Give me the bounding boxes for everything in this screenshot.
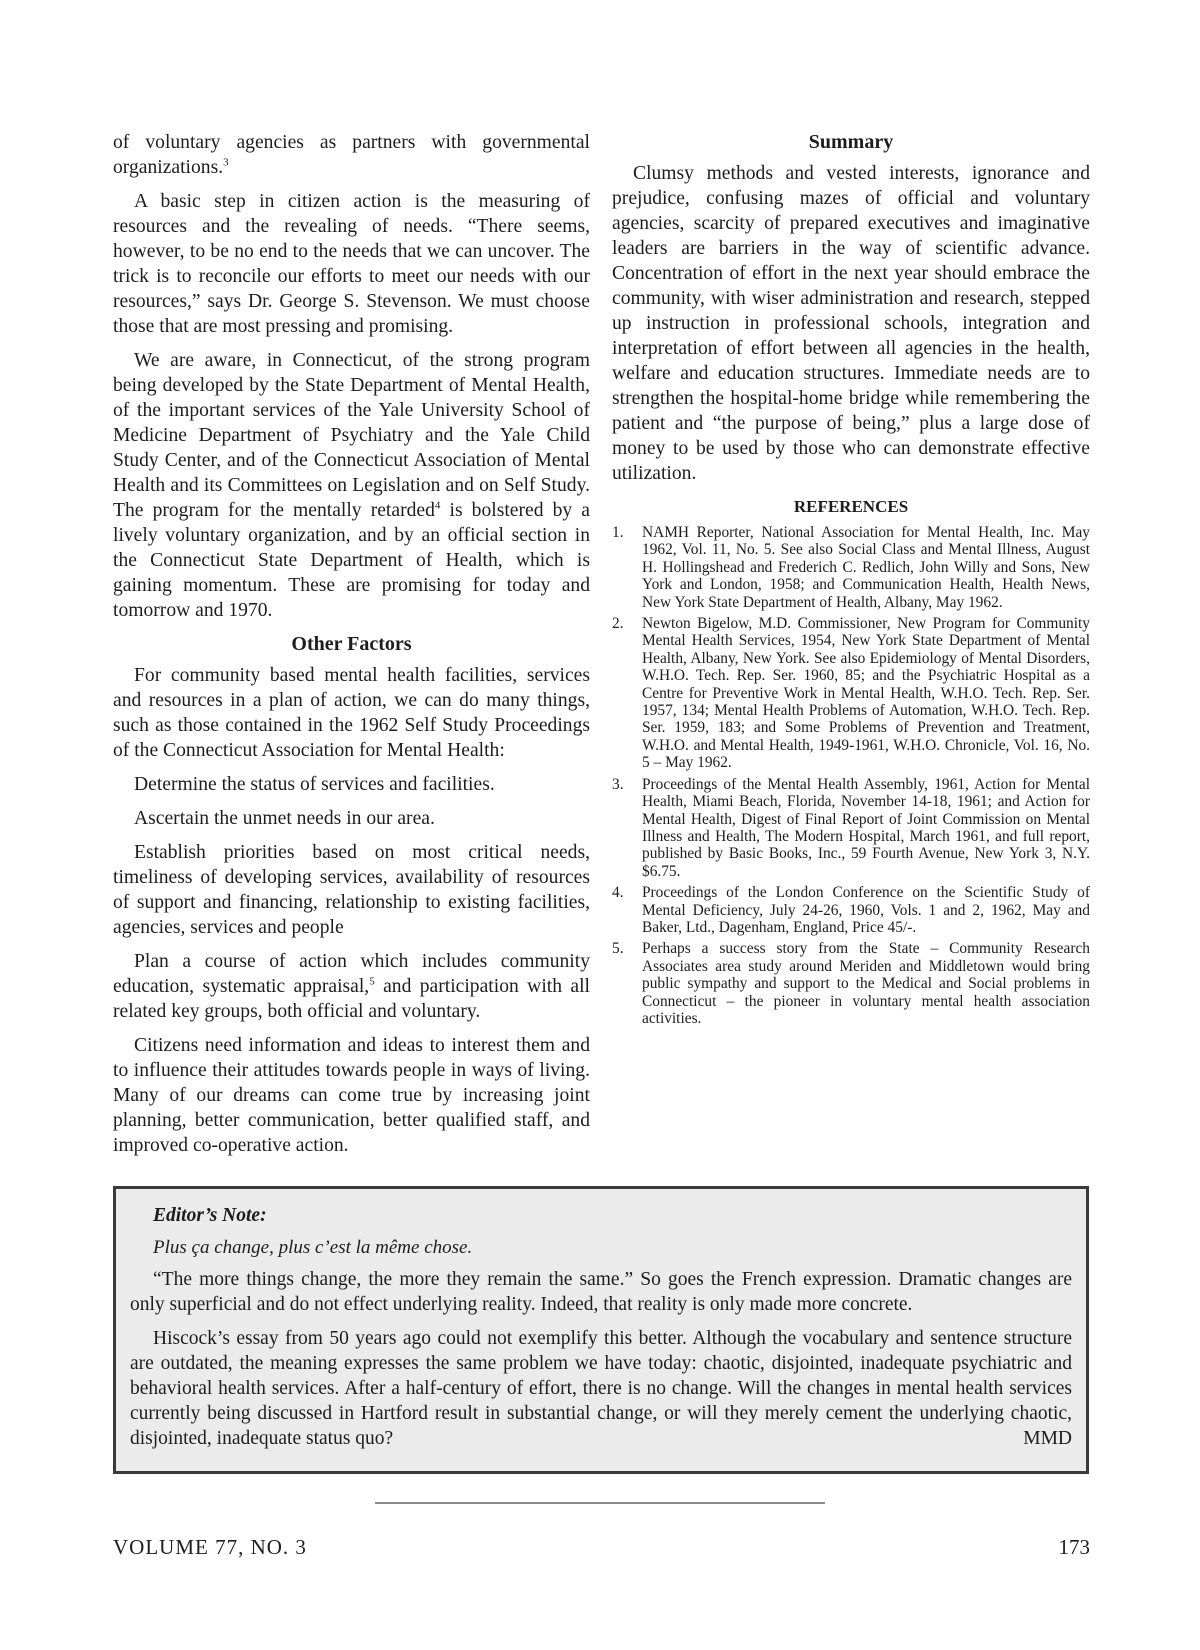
editors-note-title: Editor’s Note: bbox=[153, 1205, 267, 1226]
paragraph-determine-status: Determine the status of services and facilities. bbox=[134, 774, 495, 795]
references-heading: REFERENCES bbox=[793, 497, 909, 516]
reference-item bbox=[612, 615, 1090, 772]
reference-text: NAMH Reporter, National Association for Mental Health, Inc. May 1962, Vol. 11, No. 5. See also Social Class and Mental Illness, August H. Hollingshead and Frederich C. Redlich, John Willy and Sons, New York and London, 1958; and Communication Health, Health News, New York State Department of Health, Albany, May 1962. bbox=[642, 524, 1090, 611]
editors-note-signature: MMD bbox=[1023, 1428, 1072, 1449]
paragraph-voluntary-agencies bbox=[113, 130, 590, 180]
paragraph-text: and participation with all related key groups, both official and voluntary. bbox=[113, 976, 590, 1022]
footer-divider bbox=[375, 1502, 825, 1504]
reference-number: 3. bbox=[612, 775, 624, 793]
reference-text: Proceedings of the Mental Health Assembly, 1961, Action for Mental Health, Miami Beach, Florida, November 14-18, 1961; and Action for Mental Health, Digest of Final Report of Joint Commission on Mental Illness and Health, The Modern Hospital, March 1961, and full report, published by Basic Books, Inc., 59 Fourth Avenue, New York 3, N.Y. $6.75. bbox=[642, 775, 1090, 880]
page-number: 173 bbox=[1058, 1535, 1090, 1559]
reference-item bbox=[612, 524, 1090, 611]
reference-text: Newton Bigelow, M.D. Commissioner, New Program for Community Mental Health Services, 1954, New York State Department of Mental Health, Albany, New York. See also Epidemiology of Mental Disorders, W.H.O. Tech. Rep. Ser. 1960, 85; and the Psychiatric Hospital as a Centre for Preventive Work in Mental Health, W.H.O. Tech. Rep. Ser. 1957, 134; Mental Health Problems of Automation, W.H.O. Tech. Rep. Ser. 1959, 183; and Some Problems of Prevention and Treatment, W.H.O. and Mental Health, 1949-1961, W.H.O. Chronicle, Vol. 16, No. 5 – May 1962. bbox=[642, 615, 1090, 772]
paragraph-priorities: Establish priorities based on most critical needs, timeliness of developing services, availability of resources of support and financing, relationship to existing facilities, agencies, services and people bbox=[113, 842, 590, 938]
left-column bbox=[113, 130, 590, 1167]
reference-text: Perhaps a success story from the State – Community Research Associates area study around Meriden and Middletown would bring public sympathy and support to the Medical and Social problems in Connecticut – the pioneer in voluntary mental health association activities. bbox=[642, 940, 1090, 1027]
editors-note-text: Hiscock’s essay from 50 years ago could not exemplify this better. Although the vocabulary and sentence structure are outdated, the meaning expresses the same problem we have today: chaotic, disjointed, inadequate psychiatric and behavioral health services. After a half-century of effort, there is no change. Will the changes in mental health services currently being discussed in Hartford result in substantial change, or will they merely cement the underlying chaotic, disjointed, inadequate status quo? bbox=[130, 1328, 1072, 1449]
paragraph-summary: Clumsy methods and vested interests, ignorance and prejudice, confusing mazes of official and voluntary agencies, scarcity of prepared executives and imaginative leaders are barriers in the way of scientific advance. Concentration of effort in the next year should embrace the community, with wiser administration and research, stepped up instruction in professional schools, integration and interpretation of effort between all agencies in the health, welfare and education structures. Immediate needs are to strengthen the hospital-home bridge while remembering the patient and “the purpose of being,” plus a large dose of money to be used by those who can demonstrate effective utilization. bbox=[612, 163, 1090, 484]
right-column bbox=[612, 130, 1090, 1031]
footnote-ref-5: 5 bbox=[369, 975, 375, 988]
paragraph-plan-course bbox=[113, 949, 590, 1024]
editors-note-paragraph bbox=[130, 1326, 1072, 1451]
paragraph-text: of voluntary agencies as partners with governmental organizations. bbox=[113, 132, 590, 178]
editors-note-quote: Plus ça change, plus c’est la même chose. bbox=[153, 1237, 473, 1258]
reference-item bbox=[612, 776, 1090, 880]
editors-note-paragraph: “The more things change, the more they remain the same.” So goes the French expression. Dramatic changes are only superficial and do not effect underlying reality. Indeed, that reality is only made more concrete. bbox=[130, 1269, 1072, 1315]
paragraph-connecticut-programs bbox=[113, 348, 590, 623]
reference-number: 1. bbox=[612, 524, 624, 541]
reference-number: 4. bbox=[612, 884, 624, 902]
reference-item bbox=[612, 940, 1090, 1027]
editors-note-box bbox=[113, 1186, 1089, 1474]
reference-item bbox=[612, 884, 1090, 936]
paragraph-text: is bolstered by a lively voluntary organization, and by an official section in the Connecticut State Department of Health, which is gaining momentum. These are promising for today and tomorrow and 1970. bbox=[113, 500, 590, 621]
reference-text: Proceedings of the London Conference on the Scientific Study of Mental Deficiency, July 24-26, 1960, Vols. 1 and 2, 1962, May and Baker, Ltd., Dagenham, England, Price 45/-. bbox=[642, 884, 1090, 936]
paragraph-citizen-action: A basic step in citizen action is the measuring of resources and the revealing of needs. “There seems, however, to be no end to the needs that we can uncover. The trick is to reconcile our efforts to meet our needs with our resources,” says Dr. George S. Stevenson. We must choose those that are most pressing and promising. bbox=[113, 191, 590, 337]
reference-number: 5. bbox=[612, 940, 624, 958]
footnote-ref-4: 4 bbox=[434, 499, 441, 512]
references-list bbox=[612, 524, 1090, 1027]
footnote-ref-3: 3 bbox=[223, 156, 229, 169]
paragraph-unmet-needs: Ascertain the unmet needs in our area. bbox=[134, 808, 435, 829]
reference-number: 2. bbox=[612, 615, 624, 633]
section-heading-other-factors: Other Factors bbox=[291, 633, 412, 655]
paragraph-text: We are aware, in Connecticut, of the strong program being developed by the State Department of Mental Health, of the important services of the Yale University School of Medicine Department of Psychiatry and the Yale Child Study Center, and of the Connecticut Association of Mental Health and its Committees on Legislation and on Self Study. The program for the mentally retarded bbox=[113, 350, 590, 521]
paragraph-community-facilities: For community based mental health facilities, services and resources in a plan of action, we can do many things, such as those contained in the 1962 Self Study Proceedings of the Connecticut Association for Mental Health: bbox=[113, 665, 590, 761]
paragraph-citizens-information: Citizens need information and ideas to interest them and to influence their attitudes towards people in ways of living. Many of our dreams can come true by increasing joint planning, better communication, better qualified staff, and improved co-operative action. bbox=[113, 1035, 590, 1156]
journal-volume: VOLUME 77, NO. 3 bbox=[113, 1535, 307, 1559]
section-heading-summary: Summary bbox=[808, 131, 894, 153]
paragraph-text: Plan a course of action which includes community education, systematic appraisal, bbox=[113, 951, 590, 997]
